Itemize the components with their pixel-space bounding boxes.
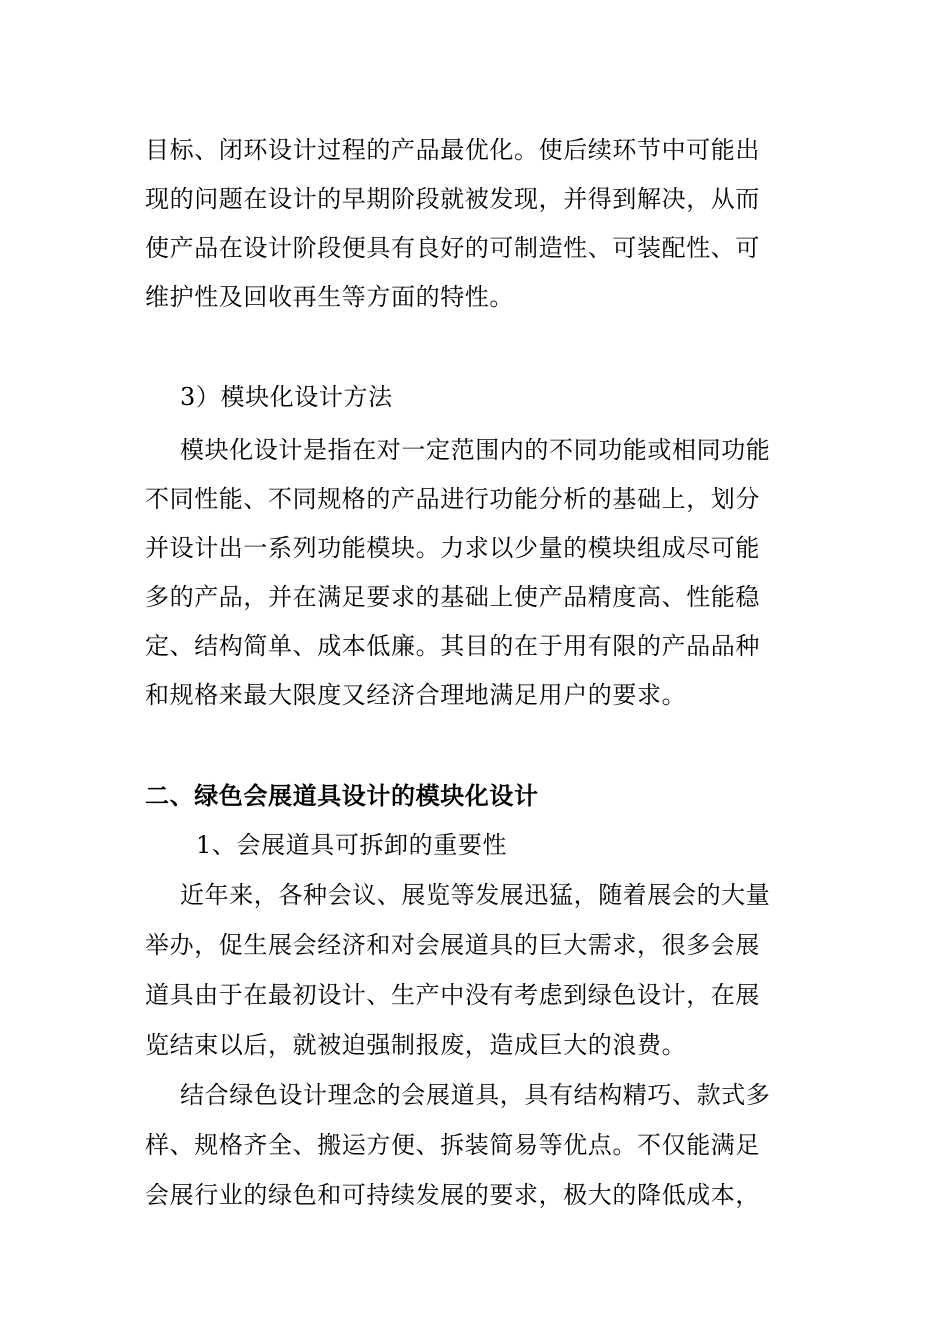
paragraph-line: 道具由于在最初设计、生产中没有考虑到绿色设计，在展 — [145, 981, 760, 1009]
paragraph-line: 定、结构简单、成本低廉。其目的在于用有限的产品品种 — [145, 632, 760, 660]
paragraph-line: 近年来，各种会议、展览等发展迅猛，随着展会的大量 — [180, 881, 771, 909]
paragraph-line: 不同性能、不同规格的产品进行功能分析的基础上，划分 — [145, 485, 760, 513]
paragraph-line: 举办，促生展会经济和对会展道具的巨大需求，很多会展 — [145, 931, 760, 959]
paragraph-line: 并设计出一系列功能模块。力求以少量的模块组成尽可能 — [145, 534, 760, 562]
paragraph-line: 使产品在设计阶段便具有良好的可制造性、可装配性、可 — [145, 234, 760, 262]
paragraph-line: 样、规格齐全、搬运方便、拆装简易等优点。不仅能满足 — [145, 1131, 760, 1159]
section-heading: 二、绿色会展道具设计的模块化设计 — [145, 782, 539, 810]
subheading-modular-design: 3）模块化设计方法 — [180, 383, 393, 411]
paragraph-line: 目标、闭环设计过程的产品最优化。使后续环节中可能出 — [145, 136, 760, 164]
paragraph-line: 多的产品，并在满足要求的基础上使产品精度高、性能稳 — [145, 583, 760, 611]
paragraph-line: 现的问题在设计的早期阶段就被发现，并得到解决，从而 — [145, 185, 760, 213]
paragraph-line: 览结束以后，就被迫强制报废，造成巨大的浪费。 — [145, 1031, 687, 1059]
paragraph-line: 结合绿色设计理念的会展道具，具有结构精巧、款式多 — [180, 1081, 771, 1109]
subheading-detachable: 1、会展道具可拆卸的重要性 — [196, 831, 508, 859]
paragraph-line: 会展行业的绿色和可持续发展的要求，极大的降低成本， — [145, 1181, 760, 1209]
paragraph-line: 模块化设计是指在对一定范围内的不同功能或相同功能 — [180, 436, 771, 464]
paragraph-line: 和规格来最大限度又经济合理地满足用户的要求。 — [145, 681, 687, 709]
paragraph-line: 维护性及回收再生等方面的特性。 — [145, 283, 514, 311]
